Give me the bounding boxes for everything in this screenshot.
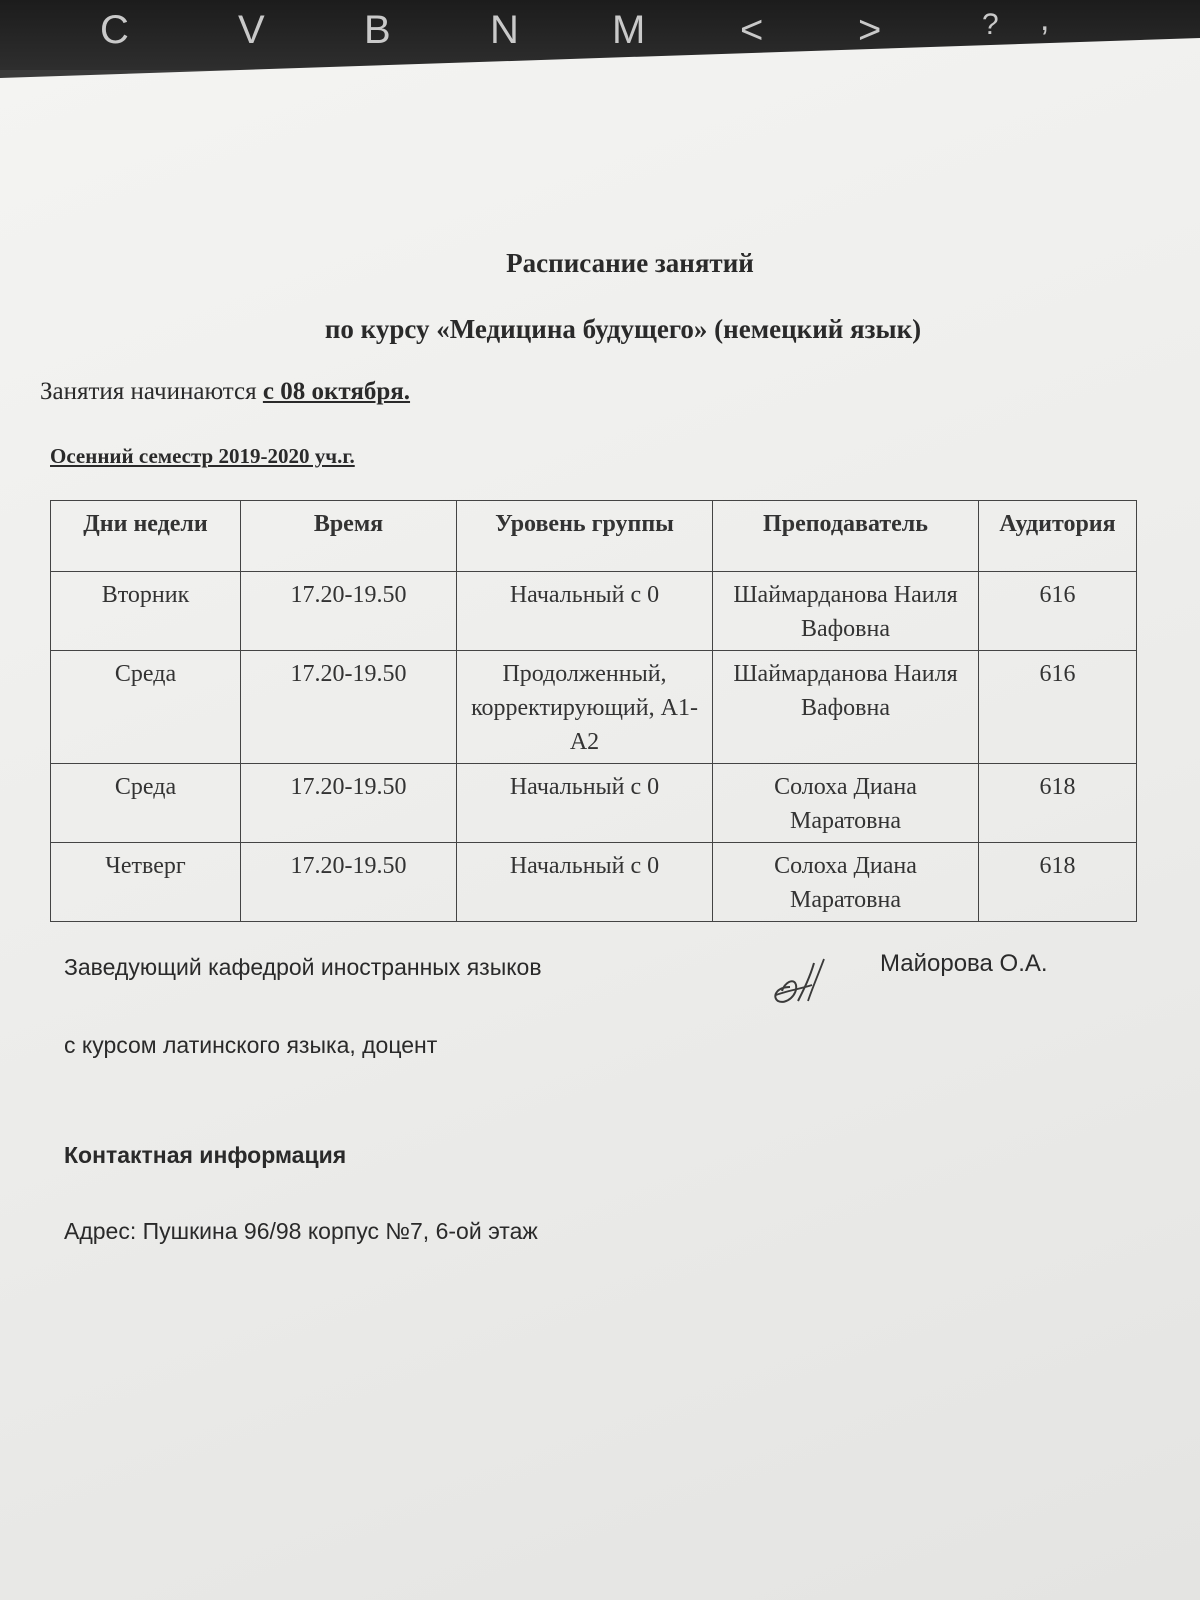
document-subtitle: по курсу «Медицина будущего» (немецкий язык) bbox=[324, 314, 922, 344]
cell-day: Среда bbox=[51, 651, 241, 764]
cell-room: 616 bbox=[979, 572, 1137, 651]
cell-teacher: Шаймарданова Наиля Вафовна bbox=[713, 651, 979, 764]
start-date: с 08 октября. bbox=[262, 378, 411, 405]
key-n: N bbox=[490, 8, 519, 52]
cell-room: 618 bbox=[979, 843, 1137, 922]
cell-teacher: Солоха Диана Маратовна bbox=[713, 843, 979, 922]
table-row bbox=[51, 651, 1137, 764]
key-less-than: < bbox=[740, 8, 764, 52]
cell-day: Вторник bbox=[51, 572, 241, 651]
head-title-line1: Заведующий кафедрой иностранных языков bbox=[64, 954, 542, 980]
cell-time: 17.20-19.50 bbox=[241, 764, 457, 843]
table-row bbox=[51, 843, 1137, 922]
cell-level: Начальный с 0 bbox=[457, 843, 713, 922]
table-row bbox=[51, 572, 1137, 651]
table-row bbox=[51, 764, 1137, 843]
cell-time: 17.20-19.50 bbox=[241, 572, 457, 651]
key-greater-than: > bbox=[858, 8, 882, 52]
key-question: ? bbox=[982, 8, 999, 41]
cell-room: 616 bbox=[979, 651, 1137, 764]
key-m: M bbox=[612, 8, 646, 52]
header-level: Уровень группы bbox=[457, 501, 713, 572]
address-line: Адрес: Пушкина 96/98 корпус №7, 6-ой этаж bbox=[64, 1218, 538, 1244]
header-day: Дни недели bbox=[51, 501, 241, 572]
cell-level: Продолженный, корректирующий, А1-А2 bbox=[457, 651, 713, 764]
start-prefix: Занятия начинаются bbox=[40, 378, 263, 405]
head-title-line2: с курсом латинского языка, доцент bbox=[64, 1032, 438, 1058]
key-v: V bbox=[238, 8, 265, 52]
semester-label: Осенний семестр 2019-2020 уч.г. bbox=[50, 444, 355, 468]
schedule-table bbox=[50, 500, 1137, 922]
key-c: C bbox=[100, 8, 129, 52]
header-teacher: Преподаватель bbox=[713, 501, 979, 572]
contacts-heading: Контактная информация bbox=[64, 1142, 347, 1168]
cell-teacher: Солоха Диана Маратовна bbox=[713, 764, 979, 843]
start-date-line bbox=[40, 378, 410, 406]
head-name: Майорова О.А. bbox=[880, 950, 1048, 977]
cell-day: Четверг bbox=[51, 843, 241, 922]
table-header-row bbox=[51, 501, 1137, 572]
cell-room: 618 bbox=[979, 764, 1137, 843]
header-time: Время bbox=[241, 501, 457, 572]
cell-teacher: Шаймарданова Наиля Вафовна bbox=[713, 572, 979, 651]
cell-time: 17.20-19.50 bbox=[241, 843, 457, 922]
cell-level: Начальный с 0 bbox=[457, 572, 713, 651]
signature-mark bbox=[766, 955, 836, 1015]
key-comma: , bbox=[1040, 0, 1050, 38]
key-b: B bbox=[364, 8, 391, 52]
cell-day: Среда bbox=[51, 764, 241, 843]
document-title: Расписание занятий bbox=[506, 248, 754, 278]
cell-time: 17.20-19.50 bbox=[241, 651, 457, 764]
header-room: Аудитория bbox=[979, 501, 1137, 572]
cell-level: Начальный с 0 bbox=[457, 764, 713, 843]
